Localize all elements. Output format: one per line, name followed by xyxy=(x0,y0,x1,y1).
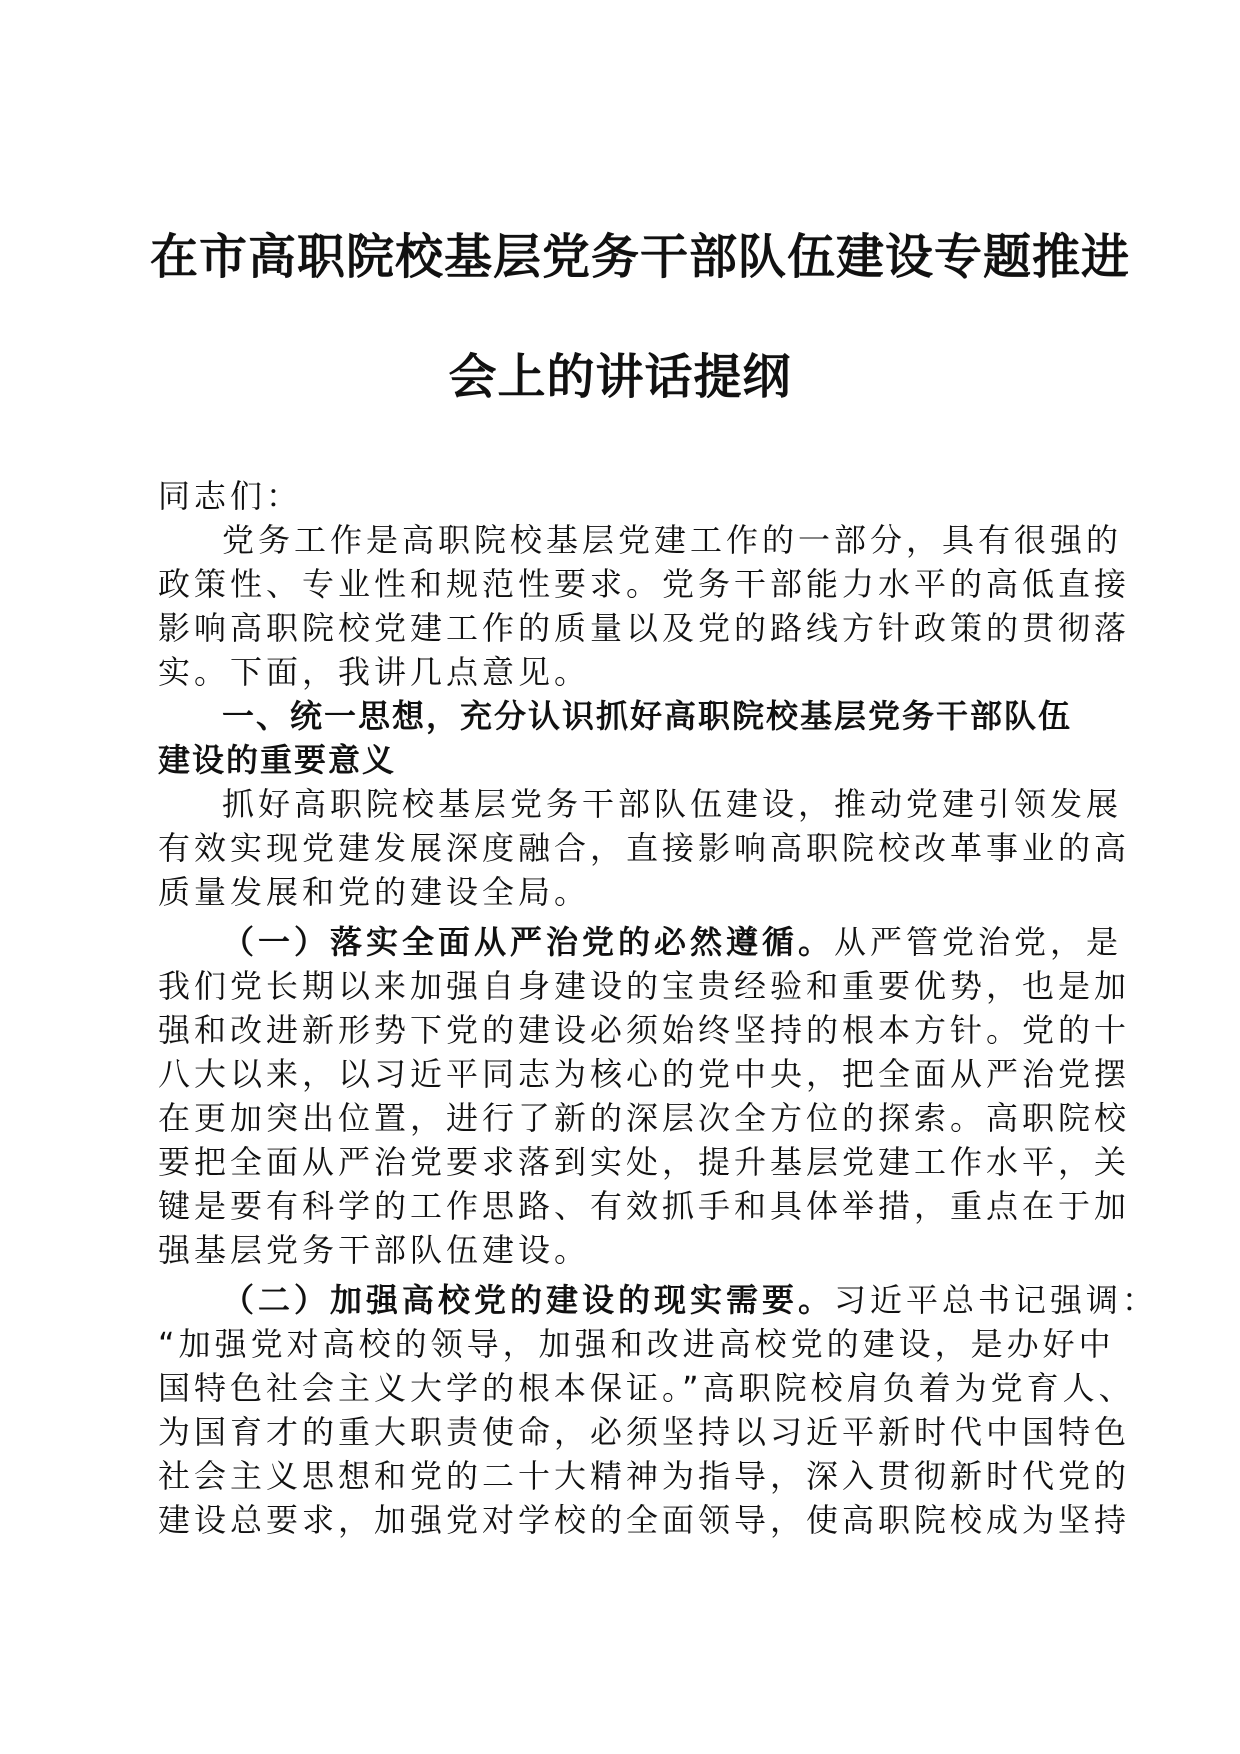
salutation: 同志们： xyxy=(158,477,303,515)
subsection-1-line: 要把全面从严治党要求落到实处，提升基层党建工作水平，关 xyxy=(158,1143,1131,1181)
subsection-2-line: 社会主义思想和党的二十大精神为指导，深入贯彻新时代党的 xyxy=(158,1457,1131,1495)
section-1-line: 质量发展和党的建设全局。 xyxy=(158,873,591,911)
section-1-line: 有效实现党建发展深度融合，直接影响高职院校改革事业的高 xyxy=(158,829,1131,867)
subsection-1-first-line xyxy=(158,920,1142,964)
subsection-heading-2: （二）加强高校党的建设的现实需要。 xyxy=(222,1281,835,1319)
doc-title-line-2: 会上的讲话提纲 xyxy=(448,349,792,405)
doc-title-line-1: 在市高职院校基层党务干部队伍建设专题推进 xyxy=(150,229,1131,285)
subsection-1-line: 强和改进新形势下党的建设必须始终坚持的根本方针。党的十 xyxy=(158,1011,1131,1049)
intro-line: 实。下面，我讲几点意见。 xyxy=(158,653,591,691)
subsection-1-line: 我们党长期以来加强自身建设的宝贵经验和重要优势，也是加 xyxy=(158,967,1131,1005)
intro-line: 影响高职院校党建工作的质量以及党的路线方针政策的贯彻落 xyxy=(158,609,1131,647)
subsection-2-line: 建设总要求，加强党对学校的全面领导，使高职院校成为坚持 xyxy=(158,1501,1131,1539)
subsection-1-line: 键是要有科学的工作思路、有效抓手和具体举措，重点在于加 xyxy=(158,1187,1131,1225)
section-heading-1: 建设的重要意义 xyxy=(158,741,397,779)
intro-line: 政策性、专业性和规范性要求。党务干部能力水平的高低直接 xyxy=(158,565,1131,603)
section-heading-1: 一、统一思想，充分认识抓好高职院校基层党务干部队伍 xyxy=(222,697,1073,735)
subsection-2-first-line xyxy=(158,1278,1159,1322)
subsection-1-line: 八大以来，以习近平同志为核心的党中央，把全面从严治党摆 xyxy=(158,1055,1131,1093)
subsection-2-text: 习近平总书记强调： xyxy=(834,1281,1159,1319)
subsection-2-line: 为国育才的重大职责使命，必须坚持以习近平新时代中国特色 xyxy=(158,1413,1131,1451)
subsection-1-text: 从严管党治党，是 xyxy=(834,923,1123,961)
subsection-2-line: “加强党对高校的领导，加强和改进高校党的建设，是办好中 xyxy=(158,1325,1115,1363)
subsection-1-line: 在更加突出位置，进行了新的深层次全方位的探索。高职院校 xyxy=(158,1099,1131,1137)
subsection-heading-1: （一）落实全面从严治党的必然遵循。 xyxy=(222,923,835,961)
intro-line: 党务工作是高职院校基层党建工作的一部分，具有很强的 xyxy=(222,521,1123,559)
section-1-line: 抓好高职院校基层党务干部队伍建设，推动党建引领发展 xyxy=(222,785,1123,823)
subsection-2-line: 国特色社会主义大学的根本保证。”高职院校肩负着为党育人、 xyxy=(158,1369,1135,1407)
subsection-1-line: 强基层党务干部队伍建设。 xyxy=(158,1231,591,1269)
